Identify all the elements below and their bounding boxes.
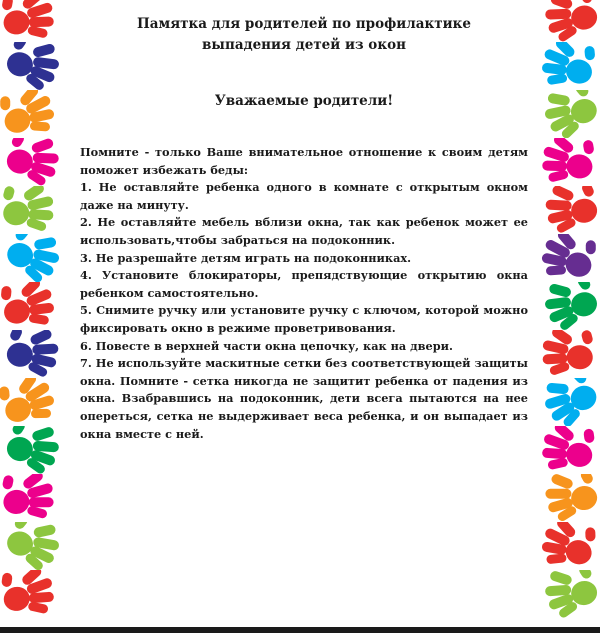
hand-print-icon: [540, 0, 600, 42]
rule-item-7: 7. Не используйте маскитные сетки без соответствующей защиты окна. Помните - сетка никогда не защитит ребенка от падения из окна. Взабравшись на подоконник, дети всега пытаются на нее опереться, сетка не выдерживает веса ребенка, и он выпадает из окна вместе с ней.: [80, 356, 528, 441]
hand-print-icon: [540, 282, 600, 330]
hand-print-icon: [4, 330, 64, 378]
memo-content: [80, 14, 528, 443]
rule-item-6: 6. Повесте в верхней части окна цепочку, как на двери.: [80, 338, 453, 353]
greeting: Уважаемые родители!: [214, 93, 394, 109]
hand-print-icon: [0, 474, 60, 522]
hand-print-icon: [540, 378, 600, 426]
hand-print-icon: [536, 522, 596, 570]
hand-print-icon: [540, 186, 600, 234]
hand-print-icon: [536, 138, 596, 186]
hand-print-icon: [0, 90, 60, 138]
rule-item-3: 3. Не разрешайте детям играть на подоконниках.: [80, 250, 412, 265]
rule-item-5: 5. Снимите ручку или установите ручку с ключом, которой можно фиксировать окно в режиме проветривования.: [80, 303, 528, 335]
bottom-edge-bar: [0, 627, 600, 633]
rule-item-2: 2. Не оставляйте мебель вблизи окна, так как ребенок может ее использовать,чтобы забраться на подоконник.: [80, 215, 528, 247]
hand-print-icon: [4, 234, 64, 282]
title-line-1: Памятка для родителей по профилактике: [136, 16, 471, 32]
intro-text: Помните - только Ваше внимательное отношение к своим детям поможет избежать беды:: [80, 145, 528, 177]
rule-item-1: 1. Не оставляйте ребенка одного в комнате с открытым окном даже на минуту.: [80, 180, 528, 212]
hand-print-icon: [536, 426, 596, 474]
title-line-2: выпадения детей из окон: [202, 37, 406, 53]
hand-print-icon: [0, 186, 60, 234]
left-hands-border: [0, 0, 66, 633]
rule-item-4: 4. Установите блокираторы, препядствующие открытию окна ребенком самостоятельно.: [80, 268, 528, 300]
hand-print-icon: [4, 42, 64, 90]
memo-body: [80, 144, 528, 443]
memo-title: [80, 14, 528, 56]
hand-print-icon: [0, 570, 60, 618]
hand-print-icon: [0, 282, 60, 330]
hand-print-icon: [0, 0, 60, 42]
hand-print-icon: [536, 330, 596, 378]
hand-print-icon: [4, 522, 64, 570]
hand-print-icon: [0, 378, 60, 426]
hand-print-icon: [4, 426, 64, 474]
right-hands-border: [534, 0, 600, 633]
hand-print-icon: [536, 42, 596, 90]
hand-print-icon: [540, 570, 600, 618]
hand-print-icon: [536, 234, 596, 282]
hand-print-icon: [540, 474, 600, 522]
hand-print-icon: [540, 90, 600, 138]
hand-print-icon: [4, 138, 64, 186]
